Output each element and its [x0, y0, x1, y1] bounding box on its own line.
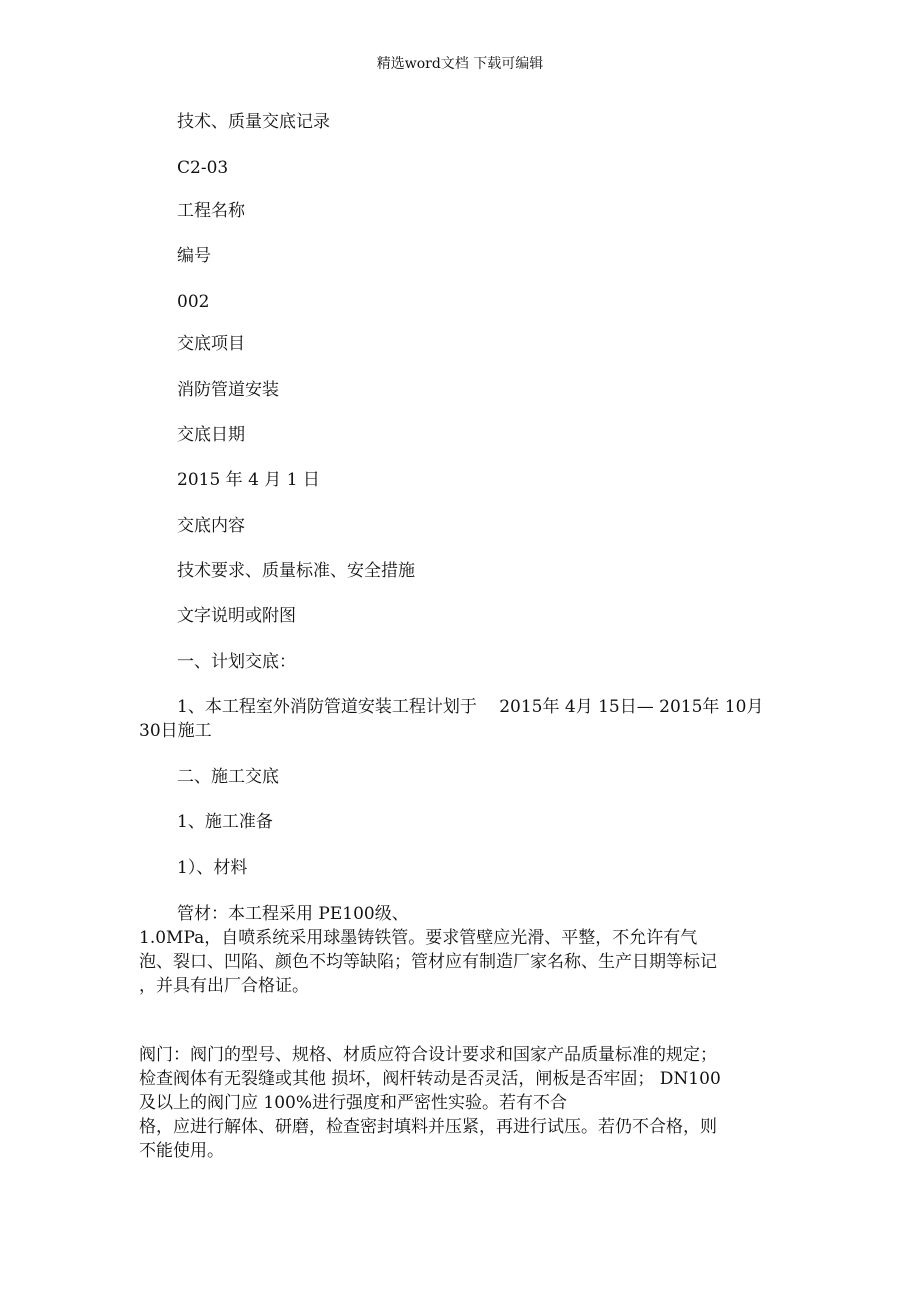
- content-label: 交底内容: [177, 516, 245, 536]
- number-value: 002: [177, 292, 210, 312]
- valve-paragraph-line: 不能使用。: [139, 1141, 224, 1161]
- pipe-paragraph-line: ，并具有出厂合格证。: [139, 976, 309, 996]
- content-value: 技术要求、质量标准、安全措施: [177, 561, 415, 581]
- page-header: 精选word文档 下载可编辑: [376, 56, 544, 72]
- valve-paragraph-line: 及以上的阀门应 100%进行强度和严密性实验。若有不合: [139, 1093, 568, 1113]
- plan-paragraph: [139, 695, 799, 743]
- date-value: 2015 年 4 月 1 日: [177, 470, 320, 490]
- subsection-materials: 1）、材料: [177, 858, 248, 878]
- valve-paragraph-line: 检查阀体有无裂缝或其他 损坏，阀杆转动是否灵活，闸板是否牢固； DN100: [139, 1069, 721, 1089]
- pipe-paragraph-line: 1.0MPa，自喷系统采用球墨铸铁管。要求管壁应光滑、平整，不允许有气: [139, 928, 698, 948]
- item-label: 交底项目: [177, 334, 245, 354]
- valve-paragraph: [139, 1043, 799, 1163]
- subsection-preparation: 1、施工准备: [177, 812, 273, 832]
- pipe-paragraph-line: 泡、裂口、凹陷、颜色不均等缺陷；管材应有制造厂家名称、生产日期等标记: [139, 952, 717, 972]
- date-label: 交底日期: [177, 425, 245, 445]
- description-label: 文字说明或附图: [177, 606, 296, 626]
- number-label: 编号: [177, 246, 211, 266]
- section-plan-heading: 一、计划交底：: [177, 652, 296, 672]
- project-name-label: 工程名称: [177, 201, 245, 221]
- plan-paragraph-line: 30日施工: [139, 721, 212, 741]
- plan-paragraph-line: 1、本工程室外消防管道安装工程计划于 2015年 4月 15日— 2015年 10月: [177, 697, 764, 717]
- pipe-paragraph: [139, 902, 799, 998]
- form-code: C2-03: [177, 158, 229, 178]
- valve-paragraph-line: 格，应进行解体、研磨，检查密封填料并压紧，再进行试压。若仍不合格，则: [139, 1117, 717, 1137]
- document-title: 技术、质量交底记录: [177, 112, 330, 132]
- item-value: 消防管道安装: [177, 380, 279, 400]
- valve-paragraph-line: 阀门：阀门的型号、规格、材质应符合设计要求和国家产品质量标准的规定；: [139, 1045, 717, 1065]
- section-construction-heading: 二、施工交底: [177, 767, 279, 787]
- pipe-paragraph-line: 管材：本工程采用 PE100级、: [177, 904, 409, 924]
